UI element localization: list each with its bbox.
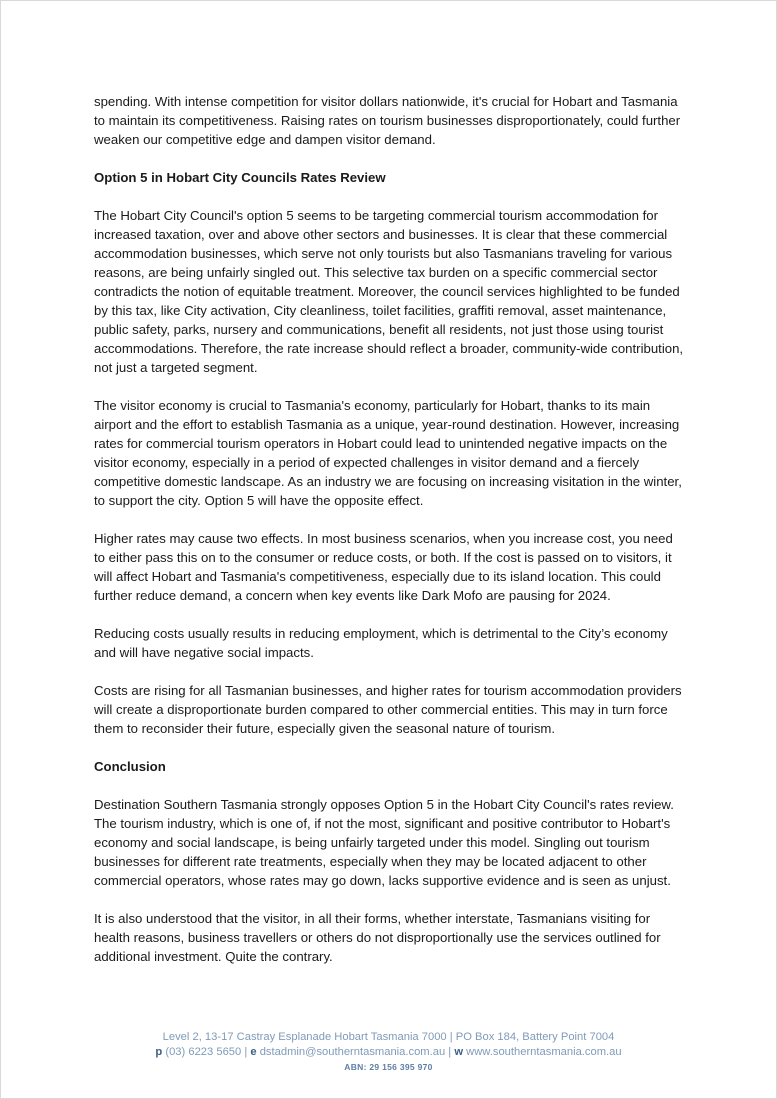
paragraph-option-5-targeting: The Hobart City Council's option 5 seems to be targeting commercial tourism accommodation for increased taxation, over and above other sectors and businesses. It is clear that these commercial accommodation businesses, which serve not only tourists but also Tasmanians traveling for various reasons, are being unfairly singled out. This selective tax burden on a specific commercial sector contradicts the notion of equitable treatment. Moreover, the council services highlighted to be funded by this tax, like City activation, City cleanliness, toilet facilities, graffiti removal, asset maintenance, public safety, parks, nursery and communications, benefit all residents, not just those using tourist accommodations. Therefore, the rate increase should reflect a broader, community-wide contribution, not just a targeted segment. [94, 208, 684, 375]
section-heading-option-5: Option 5 in Hobart City Councils Rates Review [94, 170, 386, 185]
footer-contact-line [0, 1045, 777, 1060]
paragraph-visitor-usage: It is also understood that the visitor, in all their forms, whether interstate, Tasmanians visiting for health reasons, business travellers or others do not disproportionally use the services outlined for additional investment. Quite the contrary. [94, 911, 661, 964]
paragraph-conclusion: Destination Southern Tasmania strongly opposes Option 5 in the Hobart City Council's rates review. The tourism industry, which is one of, if not the most, significant and positive contributor to Hobart's economy and social landscape, is being unfairly targeted under this model. Singling out tourism businesses for different rate treatments, especially when they may be located adjacent to other commercial operators, whose rates may go down, lacks supportive evidence and is seen as unjust. [94, 797, 674, 888]
phone-label: p [155, 1046, 163, 1058]
footer-abn: ABN: 29 156 395 970 [344, 1062, 433, 1072]
email-label: e [250, 1046, 257, 1058]
paragraph-reducing-costs: Reducing costs usually results in reducing employment, which is detrimental to the City’s economy and will have negative social impacts. [94, 626, 668, 660]
paragraph-spending: spending. With intense competition for visitor dollars nationwide, it's crucial for Hobart and Tasmania to maintain its competitiveness. Raising rates on tourism businesses disproportionately, could further weaken our competitive edge and dampen visitor demand. [94, 94, 681, 147]
footer-separator: | [448, 1046, 452, 1058]
section-heading-conclusion: Conclusion [94, 759, 166, 774]
document-body [94, 92, 686, 985]
paragraph-visitor-economy: The visitor economy is crucial to Tasmania's economy, particularly for Hobart, thanks to its main airport and the effort to establish Tasmania as a unique, year-round destination. However, increasing rates for commercial tourism operators in Hobart could lead to unintended negative impacts on the visitor economy, especially in a period of expected challenges in visitor demand and a fiercely competitive domestic landscape. As an industry we are focusing on increasing visitation in the winter, to support the city. Option 5 will have the opposite effect. [94, 398, 682, 508]
paragraph-higher-rates: Higher rates may cause two effects. In most business scenarios, when you increase cost, you need to either pass this on to the consumer or reduce costs, or both. If the cost is passed on to visitors, it will affect Hobart and Tasmania's competitiveness, especially due to its island location. This could further reduce demand, a concern when key events like Dark Mofo are pausing for 2024. [94, 531, 673, 603]
footer-website: www.southerntasmania.com.au [466, 1046, 622, 1058]
footer-address: Level 2, 13-17 Castray Esplanade Hobart Tasmania 7000 | PO Box 184, Battery Point 7004 [162, 1031, 615, 1043]
web-label: w [454, 1046, 464, 1058]
footer-separator: | [244, 1046, 248, 1058]
footer-email: dstadmin@southerntasmania.com.au [259, 1046, 446, 1058]
paragraph-costs-rising: Costs are rising for all Tasmanian businesses, and higher rates for tourism accommodation providers will create a disproportionate burden compared to other commercial entities. This may in turn force them to reconsider their future, especially given the seasonal nature of tourism. [94, 683, 682, 736]
page-footer [0, 1030, 777, 1075]
footer-phone: (03) 6223 5650 [165, 1046, 242, 1058]
